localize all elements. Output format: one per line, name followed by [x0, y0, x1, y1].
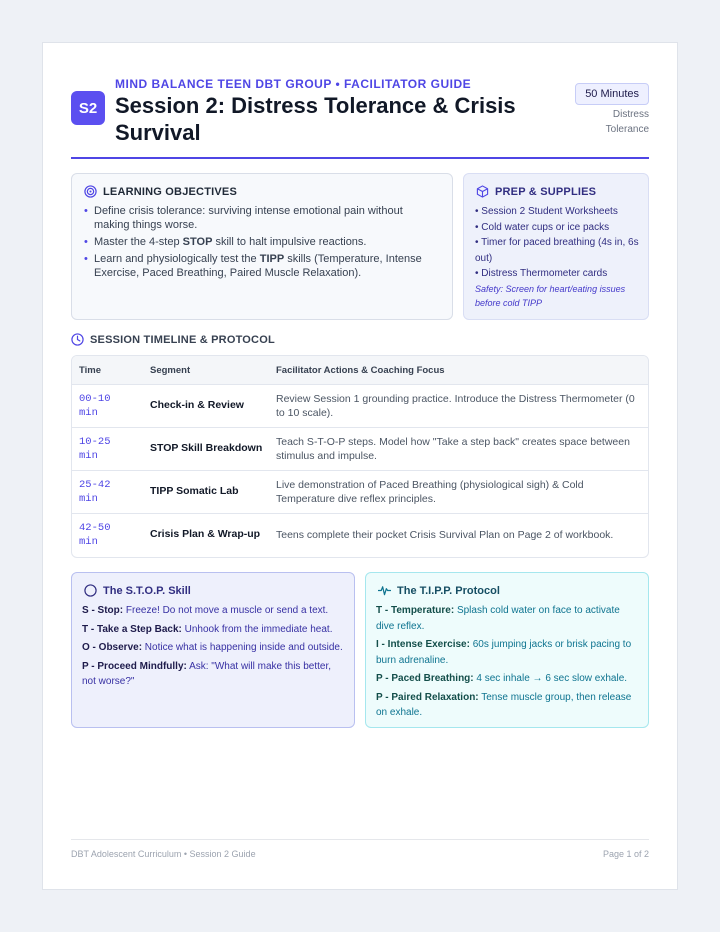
guide-eyebrow: MIND BALANCE TEEN DBT GROUP • FACILITATOR GUIDE — [115, 77, 472, 91]
time-cell — [79, 478, 139, 506]
tipp-step — [376, 671, 638, 687]
pulse-icon — [378, 584, 391, 597]
step-label: P - Paired Relaxation: — [376, 691, 479, 703]
column-header-time: Time — [79, 365, 102, 376]
stop-step — [82, 659, 344, 690]
duration-badge: 50 Minutes — [575, 83, 649, 105]
time-range: 10-25 — [79, 436, 111, 448]
supply-item: • Cold water cups or ice packs — [475, 221, 610, 233]
time-unit: min — [79, 407, 98, 419]
stop-steps — [82, 603, 344, 693]
timeline-heading — [71, 333, 275, 346]
step-text: 60s jumping jacks or brisk pacing to burn adrenaline. — [376, 639, 632, 666]
step-label: I - Intense Exercise: — [376, 639, 470, 650]
supply-item: • Distress Thermometer cards — [475, 268, 608, 279]
table-header — [72, 356, 648, 385]
objective-keyword: TIPP — [259, 253, 285, 265]
stop-step — [82, 603, 344, 619]
page-header — [71, 77, 649, 159]
timeline-heading-text: SESSION TIMELINE & PROTOCOL — [90, 333, 275, 346]
objective-item — [84, 204, 434, 232]
segment-cell: TIPP Somatic Lab — [150, 485, 239, 497]
table-row — [72, 428, 648, 471]
prep-supplies-card — [463, 173, 649, 320]
objective-item — [84, 235, 434, 249]
action-cell: Review Session 1 grounding practice. Introduce the Distress Thermometer (0 to 10 scale). — [276, 393, 635, 419]
step-text: Freeze! Do not move a muscle or send a text. — [123, 605, 329, 616]
tipp-step — [376, 690, 638, 721]
time-unit: min — [79, 493, 98, 505]
table-row — [72, 514, 648, 557]
time-range: 25-42 — [79, 479, 111, 491]
step-text: Unhook from the immediate heat. — [181, 623, 333, 635]
step-text: 4 sec inhale → 6 sec slow exhale. — [473, 673, 628, 684]
objective-text: Define crisis tolerance: surviving intense emotional pain without making things worse. — [94, 205, 403, 231]
action-cell: Live demonstration of Paced Breathing (physiological sigh) & Cold Temperature dive reflex principles. — [276, 479, 584, 505]
stop-step — [82, 640, 344, 656]
page-title: Session 2: Distress Tolerance & Crisis Survival — [115, 93, 516, 145]
step-label: P - Proceed Mindfully: — [82, 660, 187, 672]
objectives-list — [84, 204, 434, 283]
objective-text: skill to halt impulsive reactions. — [212, 236, 367, 248]
prep-heading-text: PREP & SUPPLIES — [495, 185, 597, 198]
time-cell — [79, 392, 139, 420]
stop-heading — [84, 584, 191, 597]
safety-note: Safety: Screen for heart/eating issues before cold TIPP — [475, 284, 626, 308]
page-number: Page 1 of 2 — [602, 849, 649, 859]
step-label: T - Temperature: — [376, 605, 455, 616]
learning-objectives-card — [71, 173, 453, 320]
time-unit: min — [79, 450, 98, 462]
target-icon — [84, 185, 97, 198]
step-text: Splash cold water on face to activate dive reflex. — [376, 605, 620, 632]
tipp-step — [376, 603, 638, 634]
step-label: S - Stop: — [82, 605, 124, 616]
stop-skill-card — [71, 572, 355, 728]
tipp-heading-text: The T.I.P.P. Protocol — [397, 584, 500, 597]
tipp-heading — [378, 584, 500, 597]
action-cell: Teach S-T-O-P steps. Model how "Take a step back" creates space between stimulus and impulse. — [276, 436, 630, 462]
step-text: Notice what is happening inside and outside. — [142, 642, 343, 653]
time-cell — [79, 435, 139, 463]
step-text: Ask: "What will make this better, not worse?" — [82, 660, 331, 687]
tipp-protocol-card — [365, 572, 649, 728]
table-row — [72, 471, 648, 514]
box-icon — [476, 185, 489, 198]
segment-cell: Check-in & Review — [150, 399, 244, 411]
time-unit: min — [79, 536, 98, 548]
guide-page — [42, 42, 678, 890]
objective-text: Learn and physiologically test the — [94, 253, 260, 265]
circle-icon — [84, 584, 97, 597]
segment-cell: Crisis Plan & Wrap-up — [150, 528, 261, 540]
page-footer — [71, 839, 649, 859]
action-cell: Teens complete their pocket Crisis Survival Plan on Page 2 of workbook. — [276, 529, 614, 541]
stop-heading-text: The S.T.O.P. Skill — [103, 584, 191, 597]
prep-heading — [476, 185, 596, 198]
category-line-2: Tolerance — [605, 124, 649, 135]
segment-cell: STOP Skill Breakdown — [150, 442, 263, 454]
objective-keyword: STOP — [182, 236, 213, 248]
stop-step — [82, 622, 344, 638]
time-range: 42-50 — [79, 522, 111, 534]
column-header-segment: Segment — [150, 365, 191, 376]
step-text: Tense muscle group, then release on exhale. — [376, 691, 632, 718]
time-range: 00-10 — [79, 393, 111, 405]
supplies-list — [475, 204, 643, 282]
supply-item: • Timer for paced breathing (4s in, 6s out) — [475, 237, 639, 264]
column-header-actions: Facilitator Actions & Coaching Focus — [276, 365, 445, 376]
time-cell — [79, 521, 139, 549]
footer-curriculum: DBT Adolescent Curriculum • Session 2 Guide — [71, 849, 256, 859]
objective-item — [84, 252, 434, 280]
objective-text: Master the 4-step — [94, 236, 183, 248]
tipp-step — [376, 637, 638, 668]
clock-icon — [71, 333, 84, 346]
objectives-heading — [84, 185, 237, 198]
step-label: P - Paced Breathing: — [376, 673, 474, 684]
category-line-1: Distress — [612, 109, 649, 120]
objectives-heading-text: LEARNING OBJECTIVES — [103, 185, 237, 198]
supply-item: • Session 2 Student Worksheets — [475, 206, 618, 217]
step-label: O - Observe: — [82, 642, 143, 653]
tipp-steps — [376, 603, 638, 724]
step-label: T - Take a Step Back: — [82, 623, 182, 635]
objective-text: skills (Temperature, Intense Exercise, Paced Breathing, Paired Muscle Relaxation). — [94, 253, 422, 279]
session-badge: S2 — [71, 91, 105, 125]
timeline-table — [71, 355, 649, 558]
table-row — [72, 385, 648, 428]
category-label — [569, 107, 649, 137]
